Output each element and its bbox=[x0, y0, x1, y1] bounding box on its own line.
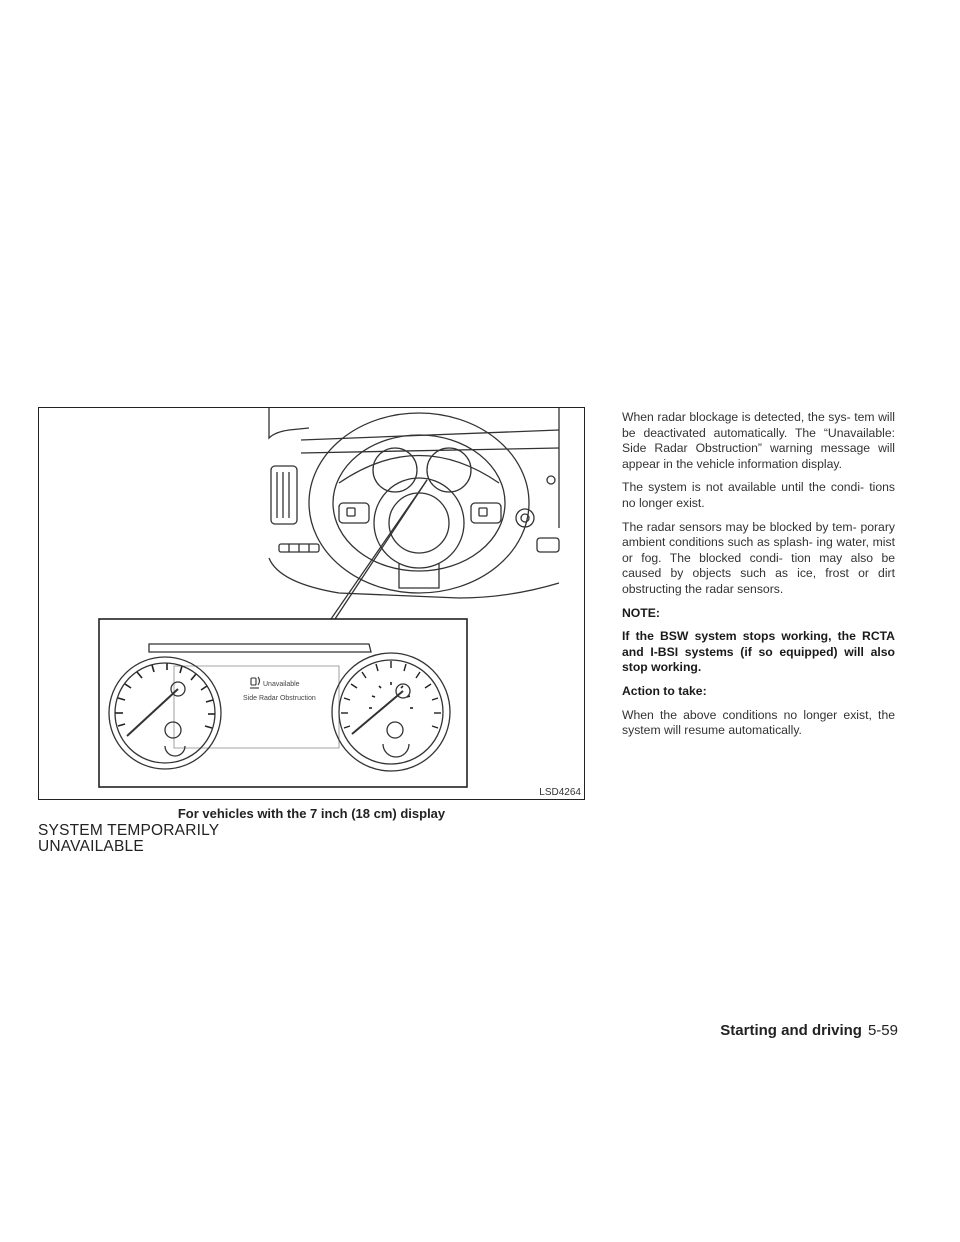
page-footer bbox=[720, 1022, 898, 1039]
paragraph-not-available: The system is not available until the condi- tions no longer exist. bbox=[622, 480, 895, 510]
action-label: Action to take: bbox=[622, 683, 707, 698]
note-text: If the BSW system stops working, the RCTA and I-BSI systems (if so equipped) will also stop working. bbox=[622, 629, 895, 675]
note-label: NOTE: bbox=[622, 605, 660, 620]
page-number: 5-59 bbox=[867, 1022, 898, 1039]
paragraph-blocked-conditions: The radar sensors may be blocked by tem- porary ambient conditions such as splash- ing water, mist or fog. The blocked condi- tion may also be caused by objects such as ice, frost or dirt obstructing the radar sensors. bbox=[622, 519, 895, 596]
figure-id: LSD4264 bbox=[539, 787, 581, 798]
dashboard-illustration bbox=[38, 407, 585, 800]
section-heading-line1: SYSTEM TEMPORARILY bbox=[38, 822, 220, 839]
action-text: When the above conditions no longer exist, the system will resume automatically. bbox=[622, 707, 895, 738]
footer-section-title: Starting and driving bbox=[720, 1022, 862, 1039]
inset-message-line2: Side Radar Obstruction bbox=[243, 695, 316, 702]
inset-message-line1: Unavailable bbox=[263, 681, 300, 688]
body-column bbox=[622, 410, 895, 747]
paragraph-radar-blockage: When radar blockage is detected, the sys- tem will be deactivated automatically. The “Unavailable: Side Radar Obstruction” warning message will appear in the vehicle information display. bbox=[622, 410, 895, 471]
section-heading bbox=[38, 823, 298, 855]
figure-caption: For vehicles with the 7 inch (18 cm) display bbox=[177, 806, 446, 821]
section-heading-line2: UNAVAILABLE bbox=[38, 838, 144, 855]
dashboard-drawing bbox=[39, 408, 585, 800]
